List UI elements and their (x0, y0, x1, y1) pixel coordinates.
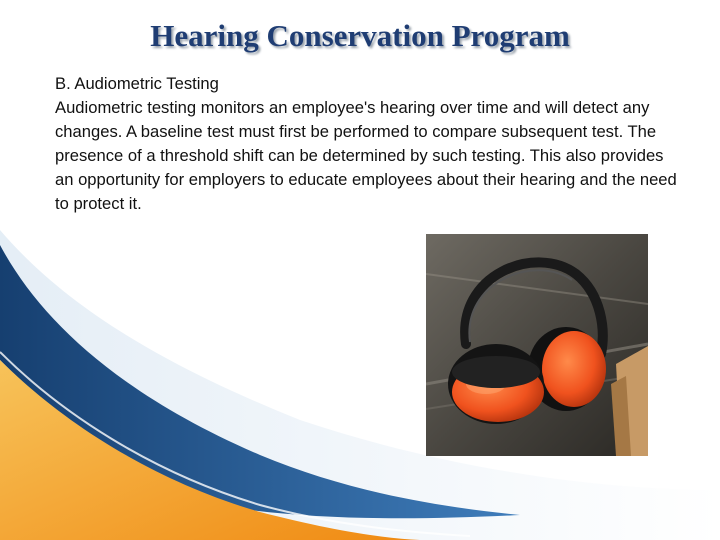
body-paragraph: Audiometric testing monitors an employee's hearing over time and will detect any changes. A baseline test must first be performed to compare subsequent test. The presence of a threshold shift can be determined by such testing. This also provides an opportunity for employers to educate employees about their hearing and the need to protect it. (55, 98, 677, 213)
section-heading: B. Audiometric Testing (55, 74, 219, 93)
slide-title: Hearing Conservation Program (150, 18, 570, 53)
content-block (55, 72, 677, 216)
earmuffs-photo (426, 234, 648, 456)
